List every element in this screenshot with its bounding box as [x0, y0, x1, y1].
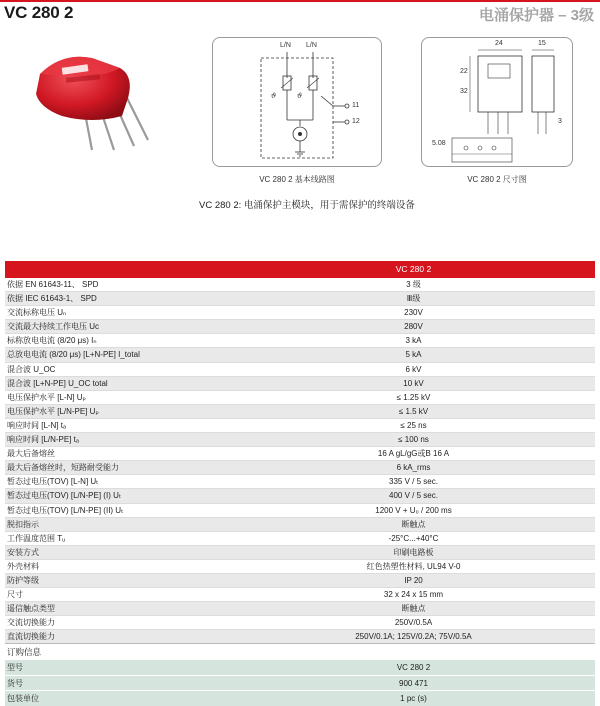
category-label: 电涌保护器 – 3级: [478, 7, 594, 24]
wiring-diagram-caption: VC 280 2 基本线路图: [259, 175, 335, 184]
table-row: [5, 348, 595, 362]
table-row: [5, 461, 595, 475]
table-row: [5, 292, 595, 306]
row-label: 最大后备熔丝: [7, 449, 55, 459]
row-label: 最大后备熔丝时，短路耐受能力: [7, 463, 119, 473]
spec-table: [5, 261, 595, 644]
row-value: 335 V / 5 sec.: [389, 477, 438, 487]
row-value: 1200 V + U₀ / 200 ms: [375, 505, 452, 515]
table-row: [5, 363, 595, 377]
row-label: 交流切换能力: [7, 618, 55, 628]
row-label: 总放电电流 (8/20 μs) [L+N-PE] I_total: [7, 350, 140, 360]
svg-text:ϑ: ϑ: [297, 92, 303, 100]
product-photo: [22, 46, 172, 156]
table-row: [5, 546, 595, 560]
row-value: ≤ 25 ns: [400, 420, 427, 430]
table-row: [5, 334, 595, 348]
row-label: 货号: [7, 678, 23, 688]
row-label: 暂态过电压(TOV) [L/N-PE] (I) Uₜ: [7, 491, 122, 501]
table-row: [5, 574, 595, 588]
table-row: [5, 518, 595, 532]
table-row: [5, 306, 595, 320]
dim-label-height: 32: [460, 88, 468, 95]
row-label: 外壳材料: [7, 561, 39, 571]
row-value: 250V/0.5A: [394, 618, 433, 628]
spec-table-header: [5, 261, 595, 278]
table-row: [5, 391, 595, 405]
row-value: 280V: [404, 322, 423, 332]
row-value: 6 kV: [405, 364, 422, 374]
table-row: [5, 675, 595, 691]
row-label: 混合波 U_OC: [7, 364, 56, 374]
row-value: Ⅲ级: [406, 294, 421, 304]
row-label: 尺寸: [7, 590, 23, 600]
row-value: -25°C...+40°C: [388, 533, 439, 543]
row-value: VC 280 2: [396, 663, 431, 672]
table-row: [5, 405, 595, 419]
row-value: 10 kV: [403, 378, 424, 388]
table-row: [5, 433, 595, 447]
dim-label-3: 3: [558, 118, 562, 125]
table-row: [5, 320, 595, 334]
row-value: 16 A gL/gG或B 16 A: [377, 449, 450, 459]
row-label: 遥信触点类型: [7, 604, 55, 614]
row-value: 400 V / 5 sec.: [389, 491, 438, 501]
row-label: 直流切换能力: [7, 632, 55, 642]
order-table: [5, 643, 595, 706]
row-label: 电压保护水平 [L-N] Uₚ: [7, 392, 86, 402]
row-label: 响应时间 [L-N] tₐ: [7, 420, 66, 430]
product-description: VC 280 2: 电涌保护主模块，用于需保护的终端设备: [199, 200, 415, 211]
dim-label-22: 22: [460, 68, 468, 75]
order-rows: [5, 659, 595, 706]
row-label: 暂态过电压(TOV) [L-N] Uₜ: [7, 477, 99, 487]
row-value: 红色热塑性材料, UL94 V-0: [366, 561, 461, 571]
row-value: ≤ 1.25 kV: [396, 392, 431, 402]
dim-label-pitch: 5.08: [432, 140, 446, 147]
dim-label-depth: 15: [538, 40, 546, 47]
row-label: 安装方式: [7, 547, 39, 557]
row-value: 250V/0.1A; 125V/0.2A; 75V/0.5A: [355, 632, 472, 642]
row-value: 断触点: [401, 604, 426, 614]
top-rule: [0, 0, 600, 2]
table-row: [5, 489, 595, 503]
table-row: [5, 504, 595, 518]
row-label: 电压保护水平 [L/N-PE] Uₚ: [7, 406, 99, 416]
dim-label-width: 24: [495, 40, 503, 47]
wiring-diagram-card: [212, 37, 382, 167]
wiring-label-11: 11: [352, 102, 360, 109]
table-row: [5, 690, 595, 706]
page-title: VC 280 2: [4, 3, 74, 22]
table-row: [5, 419, 595, 433]
wiring-label-ln-1: L/N: [280, 42, 291, 49]
row-value: 3 kA: [405, 336, 422, 346]
row-label: 暂态过电压(TOV) [L/N-PE] (II) Uₜ: [7, 505, 124, 515]
table-row: [5, 588, 595, 602]
row-label: 交流标称电压 Uₙ: [7, 308, 67, 318]
row-label: 标称放电电流 (8/20 μs) Iₙ: [7, 336, 97, 346]
table-row: [5, 377, 595, 391]
row-label: 混合波 [L+N-PE] U_OC total: [7, 378, 108, 388]
table-row: [5, 659, 595, 675]
table-row: [5, 475, 595, 489]
row-label: 包装单位: [7, 694, 39, 703]
row-label: 脱扣指示: [7, 519, 39, 529]
dimension-drawing-card: [421, 37, 573, 167]
table-row: [5, 532, 595, 546]
table-row: [5, 616, 595, 630]
row-label: 型号: [7, 663, 23, 672]
row-value: 3 级: [406, 280, 421, 289]
row-label: 防护等级: [7, 575, 39, 585]
row-value: 印刷电路板: [393, 547, 434, 557]
wiring-label-12: 12: [352, 118, 360, 125]
table-row: [5, 560, 595, 574]
row-label: 依据 EN 61643-11、 SPD: [7, 280, 99, 289]
row-value: ≤ 1.5 kV: [398, 406, 429, 416]
table-row: [5, 278, 595, 292]
order-table-header: 订购信息: [5, 643, 595, 659]
row-value: 5 kA: [405, 350, 422, 360]
row-value: 1 pc (s): [400, 694, 427, 703]
row-value: 断触点: [401, 519, 426, 529]
row-value: IP 20: [404, 575, 423, 585]
row-value: 6 kA_rms: [396, 463, 431, 473]
spec-table-header-model: VC 280 2: [395, 264, 432, 274]
row-label: 依据 IEC 61643-1、 SPD: [7, 294, 97, 304]
row-label: 响应时间 [L/N-PE] tₐ: [7, 435, 79, 445]
dimension-drawing: [422, 38, 574, 168]
table-row: [5, 602, 595, 616]
dimension-drawing-caption: VC 280 2 尺寸图: [467, 175, 527, 184]
svg-text:ϑ: ϑ: [271, 92, 277, 100]
row-value: 230V: [404, 308, 423, 318]
row-value: 900 471: [399, 678, 428, 688]
table-row: [5, 447, 595, 461]
spec-rows: [5, 278, 595, 644]
row-label: 交流最大持续工作电压 Uᴄ: [7, 322, 99, 332]
wiring-label-ln-2: L/N: [306, 42, 317, 49]
row-value: ≤ 100 ns: [398, 435, 429, 445]
row-value: 32 x 24 x 15 mm: [383, 590, 444, 600]
row-label: 工作温度范围 Tᵤ: [7, 533, 66, 543]
